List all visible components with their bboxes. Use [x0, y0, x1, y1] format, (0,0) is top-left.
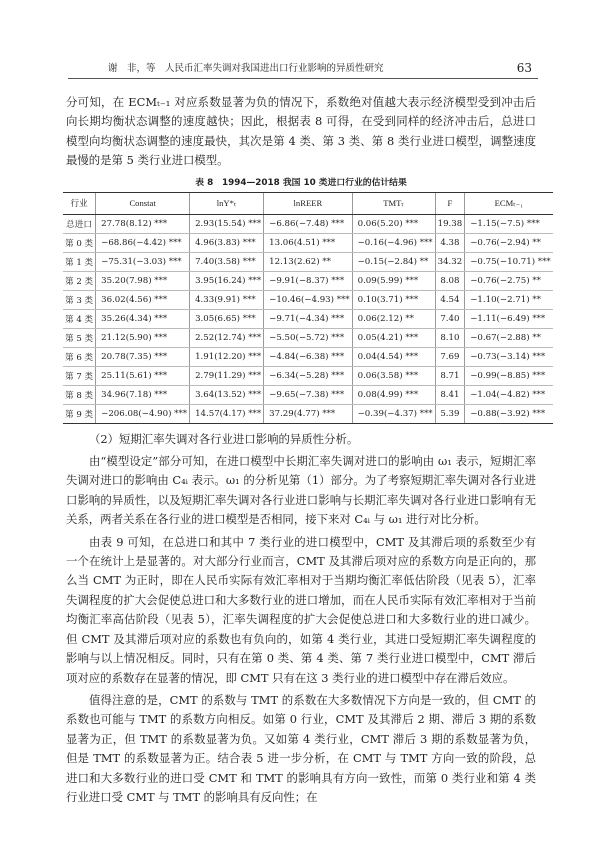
cell-col-industry: 第 9 类 — [63, 404, 96, 423]
cell-col-ecm: −0.75(−10.71) *** — [465, 252, 553, 271]
table-row — [63, 309, 553, 328]
header-col-tmt: TMTₜ — [352, 192, 435, 214]
cell-col-industry: 第 5 类 — [63, 328, 96, 347]
cell-col-ecm: −0.99(−8.85) *** — [465, 366, 553, 385]
paragraph-cmt-tmt: 值得注意的是，CMT 的系数与 TMT 的系数在大多数情况下方向是一致的，但 CMT 的系数也可能与 TMT 的系数方向相反。如第 0 行业，CMT 及其滞后 2 期、滞后 3 期的系数显著为正，但 TMT 的系数显著为负。又如第 4 类行业，CMT 滞后 3 期的系数显著为负，但是 TMT 的系数显著为正。结合表 5 进一步分析，在 CMT 与 TMT 方向一致的阶段，总进口和大多数行业的进口受 CMT 和 TMT 的影响具有方向一致性，而第 0 类行业和第 4 类行业进口受 CMT 与 TMT 的影响具有反向性；在 — [66, 692, 536, 804]
cell-col-lnreer: −10.46(−4.93) *** — [264, 290, 352, 309]
cell-col-ecm: −0.76(−2.75) ** — [465, 271, 553, 290]
cell-col-lny: 7.40(3.58) *** — [190, 252, 264, 271]
cell-col-lnreer: −6.86(−7.48) *** — [264, 214, 352, 233]
cell-col-f: 7.69 — [435, 347, 465, 366]
cell-col-constant: 34.96(7.18) *** — [96, 385, 190, 404]
cell-col-tmt: −0.15(−2.84) ** — [352, 252, 435, 271]
cell-col-f: 19.38 — [435, 214, 465, 233]
cell-col-tmt: 0.10(3.71) *** — [352, 290, 435, 309]
cell-col-lny: 4.96(3.83) *** — [190, 233, 264, 252]
cell-col-lny: 2.52(12.74) *** — [190, 328, 264, 347]
cell-col-lnreer: 13.06(4.51) *** — [264, 233, 352, 252]
table-body — [63, 214, 553, 423]
cell-col-tmt: 0.08(4.99) *** — [352, 385, 435, 404]
paragraph-model-setup: 由“模型设定”部分可知，在进口模型中长期汇率失调对进口的影响由 ω₁ 表示，短期汇率失调对进口的影响由 C₄ᵢ 表示。ω₁ 的分析见第（1）部分。为了考察短期汇率失调对各行业进口影响的异质性，以及短期汇率失调对各行业进口影响与长期汇率失调对各行业进口影响有无关系，两者关系在各行业的进口模型是否相同，接下来对 C₄ᵢ 与 ω₁ 进行对比分析。 — [66, 454, 536, 527]
cell-col-f: 4.38 — [435, 233, 465, 252]
table-row — [63, 290, 553, 309]
cell-col-tmt: 0.06(3.58) *** — [352, 366, 435, 385]
cell-col-tmt: 0.06(5.20) *** — [352, 214, 435, 233]
cell-col-f: 7.40 — [435, 309, 465, 328]
cell-col-lny: 1.91(12.20) *** — [190, 347, 264, 366]
results-table — [63, 192, 553, 424]
header-col-industry: 行业 — [63, 192, 96, 214]
cell-col-constant: −68.86(−4.42) *** — [96, 233, 190, 252]
cell-col-f: 8.10 — [435, 328, 465, 347]
cell-col-tmt: −0.16(−4.96) *** — [352, 233, 435, 252]
cell-col-lny: 3.95(16.24) *** — [190, 271, 264, 290]
cell-col-tmt: 0.04(4.54) *** — [352, 347, 435, 366]
header-col-lnreer: lnREER — [264, 192, 352, 214]
cell-col-industry: 第 6 类 — [63, 347, 96, 366]
cell-col-ecm: −1.15(−7.5) *** — [465, 214, 553, 233]
cell-col-lnreer: 12.13(2.62) ** — [264, 252, 352, 271]
cell-col-ecm: −0.88(−3.92) *** — [465, 404, 553, 423]
cell-col-lnreer: −9.91(−8.37) *** — [264, 271, 352, 290]
cell-col-constant: 27.78(8.12) *** — [96, 214, 190, 233]
cell-col-ecm: −1.04(−4.82) *** — [465, 385, 553, 404]
cell-col-lny: 2.79(11.29) *** — [190, 366, 264, 385]
cell-col-lnreer: −6.34(−5.28) *** — [264, 366, 352, 385]
cell-col-constant: 35.20(7.98) *** — [96, 271, 190, 290]
header-col-constant: Constat — [96, 192, 190, 214]
cell-col-constant: 36.02(4.56) *** — [96, 290, 190, 309]
cell-col-industry: 第 4 类 — [63, 309, 96, 328]
header-col-lny: lnY*ₜ — [190, 192, 264, 214]
cell-col-constant: −75.31(−3.03) *** — [96, 252, 190, 271]
cell-col-ecm: −0.67(−2.88) ** — [465, 328, 553, 347]
cell-col-lnreer: −4.84(−6.38) *** — [264, 347, 352, 366]
cell-col-f: 4.54 — [435, 290, 465, 309]
page-number: 63 — [516, 61, 532, 75]
table-row — [63, 233, 553, 252]
cell-col-industry: 第 7 类 — [63, 366, 96, 385]
cell-col-industry: 第 8 类 — [63, 385, 96, 404]
article-body — [65, 93, 551, 810]
paragraph-table9-results: 由表 9 可知，在总进口和其中 7 类行业的进口模型中，CMT 及其滞后项的系数至少有一个在统计上是显著的。对大部分行业而言，CMT 及其滞后项对应的系数方向是正向的，那么当 CMT 为正时，即在人民币实际有效汇率相对于当期均衡汇率低估阶段（见表 5），汇率失调程度的扩大会促使总进口和大多数行业的进口增加，而在人民币实际有效汇率相对于当前均衡汇率高估阶段（见表 5），汇率失调程度的扩大会促使总进口和大多数行业的进口减少。但 CMT 及其滞后项对应的系数也有负向的，如第 4 类行业，其进口受短期汇率失调程度的影响与以上情况相反。同时，只有在第 0 类、第 4 类、第 7 类行业进口模型中，CMT 滞后项对应的系数存在显著的情况，即 CMT 只有在这 3 类行业的进口模型中存在滞后效应。 — [66, 534, 536, 685]
cell-col-ecm: −0.73(−3.14) *** — [465, 347, 553, 366]
header-col-ecm: ECMₜ₋₁ — [465, 192, 553, 214]
cell-col-lny: 14.57(4.17) *** — [190, 404, 264, 423]
cell-col-industry: 第 3 类 — [63, 290, 96, 309]
cell-col-lnreer: 37.29(4.77) *** — [264, 404, 352, 423]
cell-col-constant: 35.26(4.34) *** — [96, 309, 190, 328]
paragraph-ecm-conclusion: 分可知，在 ECMₜ₋₁ 对应系数显著为负的情况下，系数绝对值越大表示经济模型受到冲击后向长期均衡状态调整的速度越快；因此，根据表 8 可得，在受到同样的经济冲击后，总进口模型向均衡状态调整的速度最快，其次是第 4 类、第 3 类、第 8 类行业进口模型，调整速度最慢的是第 5 类行业进口模型。 — [66, 95, 536, 168]
cell-col-ecm: −0.76(−2.94) ** — [465, 233, 553, 252]
cell-col-lnreer: −9.71(−4.34) *** — [264, 309, 352, 328]
cell-col-industry: 第 0 类 — [63, 233, 96, 252]
table-row — [63, 385, 553, 404]
table-row — [63, 214, 553, 233]
cell-col-ecm: −1.11(−6.49) *** — [465, 309, 553, 328]
table-row — [63, 347, 553, 366]
header-col-f: F — [435, 192, 465, 214]
table-row — [63, 404, 553, 423]
cell-col-constant: 20.78(7.35) *** — [96, 347, 190, 366]
cell-col-lnreer: −5.50(−5.72) *** — [264, 328, 352, 347]
cell-col-lny: 2.93(15.54) *** — [190, 214, 264, 233]
cell-col-tmt: 0.09(5.99) *** — [352, 271, 435, 290]
cell-col-lny: 4.33(9.91) *** — [190, 290, 264, 309]
section-heading: （2）短期汇率失调对各行业进口影响的异质性分析。 — [89, 431, 359, 446]
cell-col-constant: −206.08(−4.90) *** — [96, 404, 190, 423]
cell-col-f: 8.41 — [435, 385, 465, 404]
cell-col-industry: 第 1 类 — [63, 252, 96, 271]
table-header-row — [63, 192, 553, 214]
table-row — [63, 366, 553, 385]
cell-col-industry: 总进口 — [63, 214, 96, 233]
cell-col-tmt: 0.06(2.12) ** — [352, 309, 435, 328]
cell-col-lny: 3.05(6.65) *** — [190, 309, 264, 328]
cell-col-lny: 3.64(13.52) *** — [190, 385, 264, 404]
table-row — [63, 271, 553, 290]
table-row — [63, 252, 553, 271]
cell-col-lnreer: −9.65(−7.38) *** — [264, 385, 352, 404]
cell-col-constant: 21.12(5.90) *** — [96, 328, 190, 347]
cell-col-ecm: −1.10(−2.71) ** — [465, 290, 553, 309]
running-header — [68, 58, 538, 79]
cell-col-industry: 第 2 类 — [63, 271, 96, 290]
cell-col-f: 34.32 — [435, 252, 465, 271]
table-caption: 表 8 1994—2018 我国 10 类进口行业的估计结果 — [195, 177, 407, 188]
cell-col-f: 8.71 — [435, 366, 465, 385]
cell-col-tmt: 0.05(4.21) *** — [352, 328, 435, 347]
table-row — [63, 328, 553, 347]
cell-col-tmt: −0.39(−4.37) *** — [352, 404, 435, 423]
running-header-title: 谢 非，等 人民币汇率失调对我国进出口行业影响的异质性研究 — [108, 63, 384, 74]
cell-col-constant: 25.11(5.61) *** — [96, 366, 190, 385]
cell-col-f: 5.39 — [435, 404, 465, 423]
cell-col-f: 8.08 — [435, 271, 465, 290]
